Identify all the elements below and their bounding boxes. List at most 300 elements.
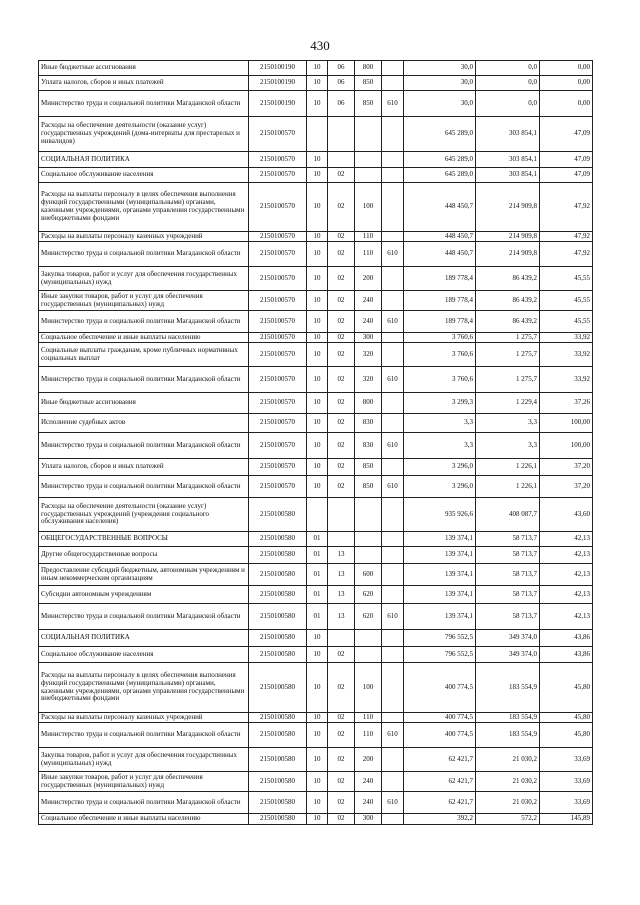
target-code: 2150100570 bbox=[249, 367, 307, 393]
target-code: 2150100570 bbox=[249, 267, 307, 291]
subsection-code bbox=[328, 498, 355, 532]
subsection-code: 02 bbox=[328, 242, 355, 267]
target-code: 2150100570 bbox=[249, 414, 307, 433]
expense-type-code: 110 bbox=[355, 723, 382, 748]
actual-amount: 21 030,2 bbox=[476, 792, 540, 814]
subsection-code: 02 bbox=[328, 713, 355, 723]
administrator-code bbox=[382, 713, 404, 723]
subsection-code: 13 bbox=[328, 547, 355, 564]
plan-amount: 139 374,1 bbox=[404, 564, 476, 586]
budget-item-name: Иные бюджетные ассигнования bbox=[39, 61, 249, 76]
execution-percent: 42,13 bbox=[540, 564, 593, 586]
administrator-code bbox=[382, 291, 404, 311]
execution-percent: 45,55 bbox=[540, 311, 593, 333]
section-code: 10 bbox=[307, 647, 328, 663]
plan-amount: 189 778,4 bbox=[404, 291, 476, 311]
subsection-code: 02 bbox=[328, 792, 355, 814]
plan-amount: 30,0 bbox=[404, 76, 476, 91]
actual-amount: 183 554,9 bbox=[476, 723, 540, 748]
table-row bbox=[39, 393, 593, 414]
budget-item-name: Расходы на выплаты персоналу казенных учреждений bbox=[39, 232, 249, 242]
expense-type-code: 830 bbox=[355, 414, 382, 433]
table-row bbox=[39, 291, 593, 311]
budget-item-name: Социальное обслуживание населения bbox=[39, 168, 249, 183]
actual-amount: 3,3 bbox=[476, 414, 540, 433]
budget-item-name: Социальное обеспечение и иные выплаты населению bbox=[39, 333, 249, 343]
section-code: 10 bbox=[307, 748, 328, 772]
actual-amount: 349 374,0 bbox=[476, 647, 540, 663]
plan-amount: 3 296,0 bbox=[404, 476, 476, 498]
target-code: 2150100570 bbox=[249, 152, 307, 168]
section-code: 10 bbox=[307, 772, 328, 792]
target-code: 2150100580 bbox=[249, 814, 307, 825]
section-code bbox=[307, 498, 328, 532]
plan-amount: 139 374,1 bbox=[404, 547, 476, 564]
actual-amount: 183 554,9 bbox=[476, 663, 540, 713]
plan-amount: 400 774,5 bbox=[404, 663, 476, 713]
administrator-code: 610 bbox=[382, 242, 404, 267]
expense-type-code: 240 bbox=[355, 291, 382, 311]
subsection-code: 06 bbox=[328, 76, 355, 91]
execution-percent: 42,13 bbox=[540, 586, 593, 604]
administrator-code bbox=[382, 459, 404, 476]
budget-item-name: Уплата налогов, сборов и иных платежей bbox=[39, 76, 249, 91]
administrator-code bbox=[382, 168, 404, 183]
budget-item-name: Исполнение судебных актов bbox=[39, 414, 249, 433]
expense-type-code: 850 bbox=[355, 476, 382, 498]
section-code: 10 bbox=[307, 630, 328, 647]
actual-amount: 214 909,8 bbox=[476, 242, 540, 267]
subsection-code: 02 bbox=[328, 343, 355, 367]
target-code: 2150100570 bbox=[249, 183, 307, 232]
plan-amount: 139 374,1 bbox=[404, 586, 476, 604]
section-code: 10 bbox=[307, 242, 328, 267]
expense-type-code: 200 bbox=[355, 267, 382, 291]
subsection-code: 02 bbox=[328, 433, 355, 459]
administrator-code bbox=[382, 663, 404, 713]
budget-item-name: Министерство труда и социальной политики Магаданской области bbox=[39, 476, 249, 498]
expense-type-code: 620 bbox=[355, 604, 382, 630]
section-code: 10 bbox=[307, 663, 328, 713]
subsection-code bbox=[328, 117, 355, 152]
subsection-code: 02 bbox=[328, 647, 355, 663]
table-row bbox=[39, 564, 593, 586]
execution-percent: 37,26 bbox=[540, 393, 593, 414]
administrator-code: 610 bbox=[382, 723, 404, 748]
actual-amount: 1 229,4 bbox=[476, 393, 540, 414]
table-row bbox=[39, 792, 593, 814]
section-code: 10 bbox=[307, 723, 328, 748]
expense-type-code: 800 bbox=[355, 61, 382, 76]
target-code: 2150100580 bbox=[249, 564, 307, 586]
budget-item-name: Закупка товаров, работ и услуг для обеспечения государственных (муниципальных) нужд bbox=[39, 267, 249, 291]
administrator-code: 610 bbox=[382, 476, 404, 498]
table-row bbox=[39, 311, 593, 333]
expense-type-code: 240 bbox=[355, 311, 382, 333]
subsection-code: 02 bbox=[328, 311, 355, 333]
target-code: 2150100570 bbox=[249, 333, 307, 343]
budget-item-name: ОБЩЕГОСУДАРСТВЕННЫЕ ВОПРОСЫ bbox=[39, 532, 249, 547]
target-code: 2150100580 bbox=[249, 532, 307, 547]
administrator-code bbox=[382, 772, 404, 792]
table-row bbox=[39, 183, 593, 232]
budget-item-name: Иные закупки товаров, работ и услуг для обеспечения государственных (муниципальных) нужд bbox=[39, 291, 249, 311]
target-code: 2150100580 bbox=[249, 792, 307, 814]
execution-percent: 47,09 bbox=[540, 168, 593, 183]
plan-amount: 3,3 bbox=[404, 414, 476, 433]
administrator-code bbox=[382, 232, 404, 242]
execution-percent: 0,00 bbox=[540, 76, 593, 91]
plan-amount: 935 926,6 bbox=[404, 498, 476, 532]
execution-percent: 33,69 bbox=[540, 792, 593, 814]
section-code: 10 bbox=[307, 183, 328, 232]
expense-type-code: 320 bbox=[355, 367, 382, 393]
expense-type-code: 830 bbox=[355, 433, 382, 459]
section-code: 10 bbox=[307, 267, 328, 291]
plan-amount: 400 774,5 bbox=[404, 713, 476, 723]
actual-amount: 58 713,7 bbox=[476, 586, 540, 604]
target-code: 2150100580 bbox=[249, 547, 307, 564]
subsection-code: 02 bbox=[328, 232, 355, 242]
expense-type-code bbox=[355, 630, 382, 647]
section-code: 10 bbox=[307, 476, 328, 498]
execution-percent: 43,60 bbox=[540, 498, 593, 532]
administrator-code: 610 bbox=[382, 367, 404, 393]
subsection-code: 02 bbox=[328, 183, 355, 232]
subsection-code: 13 bbox=[328, 586, 355, 604]
actual-amount: 58 713,7 bbox=[476, 547, 540, 564]
budget-item-name: Социальные выплаты гражданам, кроме публичных нормативных социальных выплат bbox=[39, 343, 249, 367]
execution-percent: 33,92 bbox=[540, 367, 593, 393]
expense-type-code: 200 bbox=[355, 748, 382, 772]
execution-percent: 47,92 bbox=[540, 232, 593, 242]
plan-amount: 189 778,4 bbox=[404, 267, 476, 291]
subsection-code: 02 bbox=[328, 414, 355, 433]
administrator-code bbox=[382, 586, 404, 604]
budget-item-name: Иные закупки товаров, работ и услуг для обеспечения государственных (муниципальных) нужд bbox=[39, 772, 249, 792]
expense-type-code: 300 bbox=[355, 814, 382, 825]
expense-type-code bbox=[355, 498, 382, 532]
plan-amount: 3 760,6 bbox=[404, 343, 476, 367]
execution-percent: 145,89 bbox=[540, 814, 593, 825]
plan-amount: 448 450,7 bbox=[404, 242, 476, 267]
section-code: 10 bbox=[307, 367, 328, 393]
expense-type-code: 110 bbox=[355, 232, 382, 242]
execution-percent: 45,55 bbox=[540, 267, 593, 291]
section-code: 01 bbox=[307, 564, 328, 586]
execution-percent: 37,20 bbox=[540, 459, 593, 476]
expense-type-code: 800 bbox=[355, 393, 382, 414]
actual-amount: 1 226,1 bbox=[476, 476, 540, 498]
table-row bbox=[39, 367, 593, 393]
actual-amount: 58 713,7 bbox=[476, 604, 540, 630]
table-row bbox=[39, 547, 593, 564]
expense-type-code: 110 bbox=[355, 242, 382, 267]
subsection-code: 02 bbox=[328, 772, 355, 792]
expense-type-code bbox=[355, 117, 382, 152]
expense-type-code bbox=[355, 647, 382, 663]
budget-item-name: Министерство труда и социальной политики Магаданской области bbox=[39, 91, 249, 117]
subsection-code: 02 bbox=[328, 723, 355, 748]
target-code: 2150100580 bbox=[249, 748, 307, 772]
target-code: 2150100190 bbox=[249, 91, 307, 117]
execution-percent: 100,00 bbox=[540, 414, 593, 433]
budget-item-name: Предоставление субсидий бюджетным, автономным учреждениям и иным некоммерческим организациям bbox=[39, 564, 249, 586]
subsection-code bbox=[328, 152, 355, 168]
plan-amount: 189 778,4 bbox=[404, 311, 476, 333]
target-code: 2150100580 bbox=[249, 630, 307, 647]
section-code bbox=[307, 117, 328, 152]
actual-amount: 1 275,7 bbox=[476, 367, 540, 393]
section-code: 10 bbox=[307, 393, 328, 414]
actual-amount: 21 030,2 bbox=[476, 772, 540, 792]
table-row bbox=[39, 76, 593, 91]
section-code: 10 bbox=[307, 792, 328, 814]
administrator-code: 610 bbox=[382, 91, 404, 117]
actual-amount: 214 909,8 bbox=[476, 232, 540, 242]
plan-amount: 62 421,7 bbox=[404, 748, 476, 772]
target-code: 2150100580 bbox=[249, 772, 307, 792]
table-row bbox=[39, 117, 593, 152]
execution-percent: 100,00 bbox=[540, 433, 593, 459]
actual-amount: 58 713,7 bbox=[476, 532, 540, 547]
subsection-code: 02 bbox=[328, 267, 355, 291]
actual-amount: 572,2 bbox=[476, 814, 540, 825]
plan-amount: 796 552,5 bbox=[404, 630, 476, 647]
actual-amount: 408 087,7 bbox=[476, 498, 540, 532]
execution-percent: 0,00 bbox=[540, 61, 593, 76]
administrator-code bbox=[382, 183, 404, 232]
target-code: 2150100580 bbox=[249, 604, 307, 630]
administrator-code: 610 bbox=[382, 792, 404, 814]
subsection-code: 06 bbox=[328, 91, 355, 117]
actual-amount: 183 554,9 bbox=[476, 713, 540, 723]
target-code: 2150100570 bbox=[249, 232, 307, 242]
execution-percent: 43,86 bbox=[540, 630, 593, 647]
target-code: 2150100580 bbox=[249, 647, 307, 663]
subsection-code: 13 bbox=[328, 564, 355, 586]
actual-amount: 349 374,0 bbox=[476, 630, 540, 647]
plan-amount: 448 450,7 bbox=[404, 232, 476, 242]
subsection-code: 02 bbox=[328, 367, 355, 393]
administrator-code: 610 bbox=[382, 604, 404, 630]
section-code: 10 bbox=[307, 291, 328, 311]
budget-item-name: СОЦИАЛЬНАЯ ПОЛИТИКА bbox=[39, 152, 249, 168]
budget-item-name: Социальное обслуживание населения bbox=[39, 647, 249, 663]
budget-item-name: Министерство труда и социальной политики Магаданской области bbox=[39, 311, 249, 333]
target-code: 2150100580 bbox=[249, 498, 307, 532]
administrator-code bbox=[382, 76, 404, 91]
target-code: 2150100570 bbox=[249, 433, 307, 459]
table-row bbox=[39, 647, 593, 663]
section-code: 01 bbox=[307, 532, 328, 547]
execution-percent: 43,86 bbox=[540, 647, 593, 663]
actual-amount: 1 226,1 bbox=[476, 459, 540, 476]
administrator-code bbox=[382, 267, 404, 291]
table-row bbox=[39, 61, 593, 76]
subsection-code: 02 bbox=[328, 393, 355, 414]
expense-type-code: 600 bbox=[355, 564, 382, 586]
subsection-code: 13 bbox=[328, 604, 355, 630]
plan-amount: 3 760,6 bbox=[404, 367, 476, 393]
plan-amount: 400 774,5 bbox=[404, 723, 476, 748]
administrator-code: 610 bbox=[382, 311, 404, 333]
budget-item-name: Министерство труда и социальной политики Магаданской области bbox=[39, 367, 249, 393]
target-code: 2150100580 bbox=[249, 713, 307, 723]
actual-amount: 86 439,2 bbox=[476, 311, 540, 333]
actual-amount: 1 275,7 bbox=[476, 343, 540, 367]
table-row bbox=[39, 232, 593, 242]
plan-amount: 448 450,7 bbox=[404, 183, 476, 232]
budget-table bbox=[38, 60, 593, 825]
section-code: 10 bbox=[307, 311, 328, 333]
budget-item-name: Уплата налогов, сборов и иных платежей bbox=[39, 459, 249, 476]
table-row bbox=[39, 586, 593, 604]
administrator-code bbox=[382, 152, 404, 168]
execution-percent: 33,69 bbox=[540, 748, 593, 772]
execution-percent: 47,09 bbox=[540, 117, 593, 152]
table-row bbox=[39, 663, 593, 713]
actual-amount: 214 909,8 bbox=[476, 183, 540, 232]
section-code: 10 bbox=[307, 414, 328, 433]
execution-percent: 45,80 bbox=[540, 713, 593, 723]
expense-type-code: 850 bbox=[355, 459, 382, 476]
actual-amount: 21 030,2 bbox=[476, 748, 540, 772]
table-row bbox=[39, 748, 593, 772]
table-row bbox=[39, 91, 593, 117]
expense-type-code bbox=[355, 547, 382, 564]
execution-percent: 42,13 bbox=[540, 547, 593, 564]
expense-type-code bbox=[355, 152, 382, 168]
section-code: 01 bbox=[307, 586, 328, 604]
table-row bbox=[39, 433, 593, 459]
plan-amount: 645 289,0 bbox=[404, 168, 476, 183]
plan-amount: 139 374,1 bbox=[404, 532, 476, 547]
section-code: 10 bbox=[307, 76, 328, 91]
section-code: 10 bbox=[307, 152, 328, 168]
section-code: 10 bbox=[307, 91, 328, 117]
table-row bbox=[39, 459, 593, 476]
table-row bbox=[39, 476, 593, 498]
budget-item-name: Расходы на выплаты персоналу казенных учреждений bbox=[39, 713, 249, 723]
plan-amount: 3 296,0 bbox=[404, 459, 476, 476]
plan-amount: 139 374,1 bbox=[404, 604, 476, 630]
plan-amount: 3 760,6 bbox=[404, 333, 476, 343]
budget-item-name: Закупка товаров, работ и услуг для обеспечения государственных (муниципальных) нужд bbox=[39, 748, 249, 772]
actual-amount: 303 854,1 bbox=[476, 152, 540, 168]
subsection-code: 06 bbox=[328, 61, 355, 76]
section-code: 10 bbox=[307, 61, 328, 76]
subsection-code: 02 bbox=[328, 459, 355, 476]
plan-amount: 30,0 bbox=[404, 61, 476, 76]
plan-amount: 645 289,0 bbox=[404, 117, 476, 152]
target-code: 2150100570 bbox=[249, 393, 307, 414]
actual-amount: 58 713,7 bbox=[476, 564, 540, 586]
subsection-code: 02 bbox=[328, 814, 355, 825]
execution-percent: 45,80 bbox=[540, 723, 593, 748]
administrator-code bbox=[382, 532, 404, 547]
subsection-code: 02 bbox=[328, 663, 355, 713]
administrator-code bbox=[382, 393, 404, 414]
expense-type-code: 850 bbox=[355, 76, 382, 91]
administrator-code bbox=[382, 343, 404, 367]
execution-percent: 33,92 bbox=[540, 333, 593, 343]
budget-item-name: Социальное обеспечение и иные выплаты населению bbox=[39, 814, 249, 825]
target-code: 2150100570 bbox=[249, 117, 307, 152]
subsection-code: 02 bbox=[328, 476, 355, 498]
expense-type-code: 300 bbox=[355, 333, 382, 343]
section-code: 10 bbox=[307, 333, 328, 343]
administrator-code: 610 bbox=[382, 433, 404, 459]
execution-percent: 47,09 bbox=[540, 152, 593, 168]
section-code: 10 bbox=[307, 168, 328, 183]
budget-item-name: Субсидии автономным учреждениям bbox=[39, 586, 249, 604]
plan-amount: 796 552,5 bbox=[404, 647, 476, 663]
table-row bbox=[39, 814, 593, 825]
target-code: 2150100190 bbox=[249, 76, 307, 91]
actual-amount: 86 439,2 bbox=[476, 267, 540, 291]
target-code: 2150100190 bbox=[249, 61, 307, 76]
subsection-code bbox=[328, 630, 355, 647]
execution-percent: 33,69 bbox=[540, 772, 593, 792]
target-code: 2150100570 bbox=[249, 343, 307, 367]
page-number: 430 bbox=[310, 38, 330, 53]
table-row bbox=[39, 723, 593, 748]
plan-amount: 645 289,0 bbox=[404, 152, 476, 168]
budget-item-name: Министерство труда и социальной политики Магаданской области bbox=[39, 723, 249, 748]
target-code: 2150100580 bbox=[249, 663, 307, 713]
plan-amount: 3 299,3 bbox=[404, 393, 476, 414]
execution-percent: 47,92 bbox=[540, 183, 593, 232]
section-code: 01 bbox=[307, 604, 328, 630]
plan-amount: 62 421,7 bbox=[404, 772, 476, 792]
section-code: 10 bbox=[307, 814, 328, 825]
table-row bbox=[39, 333, 593, 343]
budget-item-name: Министерство труда и социальной политики Магаданской области bbox=[39, 604, 249, 630]
administrator-code bbox=[382, 814, 404, 825]
budget-item-name: СОЦИАЛЬНАЯ ПОЛИТИКА bbox=[39, 630, 249, 647]
target-code: 2150100570 bbox=[249, 459, 307, 476]
actual-amount: 0,0 bbox=[476, 76, 540, 91]
expense-type-code bbox=[355, 532, 382, 547]
table-row bbox=[39, 604, 593, 630]
budget-item-name: Министерство труда и социальной политики Магаданской области bbox=[39, 433, 249, 459]
target-code: 2150100570 bbox=[249, 291, 307, 311]
execution-percent: 45,80 bbox=[540, 663, 593, 713]
target-code: 2150100580 bbox=[249, 723, 307, 748]
target-code: 2150100570 bbox=[249, 242, 307, 267]
administrator-code bbox=[382, 547, 404, 564]
subsection-code: 02 bbox=[328, 291, 355, 311]
budget-item-name: Расходы на выплаты персоналу в целях обеспечения выполнения функций государственными (муниципальными) органами, казенными учреждениями, органами управления государственными внебюджетными фондами bbox=[39, 183, 249, 232]
table-row bbox=[39, 532, 593, 547]
actual-amount: 0,0 bbox=[476, 91, 540, 117]
plan-amount: 30,0 bbox=[404, 91, 476, 117]
table-row bbox=[39, 242, 593, 267]
subsection-code: 02 bbox=[328, 333, 355, 343]
administrator-code bbox=[382, 647, 404, 663]
budget-item-name: Расходы на обеспечение деятельности (оказание услуг) государственных учреждений (дома-интернаты для престарелых и инвалидов) bbox=[39, 117, 249, 152]
actual-amount: 3,3 bbox=[476, 433, 540, 459]
budget-item-name: Расходы на выплаты персоналу в целях обеспечения выполнения функций государственными (муниципальными) органами, казенными учреждениями, органами управления государственными внебюджетными фондами bbox=[39, 663, 249, 713]
administrator-code bbox=[382, 333, 404, 343]
administrator-code bbox=[382, 564, 404, 586]
administrator-code bbox=[382, 61, 404, 76]
expense-type-code: 620 bbox=[355, 586, 382, 604]
table-row bbox=[39, 343, 593, 367]
administrator-code bbox=[382, 498, 404, 532]
execution-percent: 0,00 bbox=[540, 91, 593, 117]
